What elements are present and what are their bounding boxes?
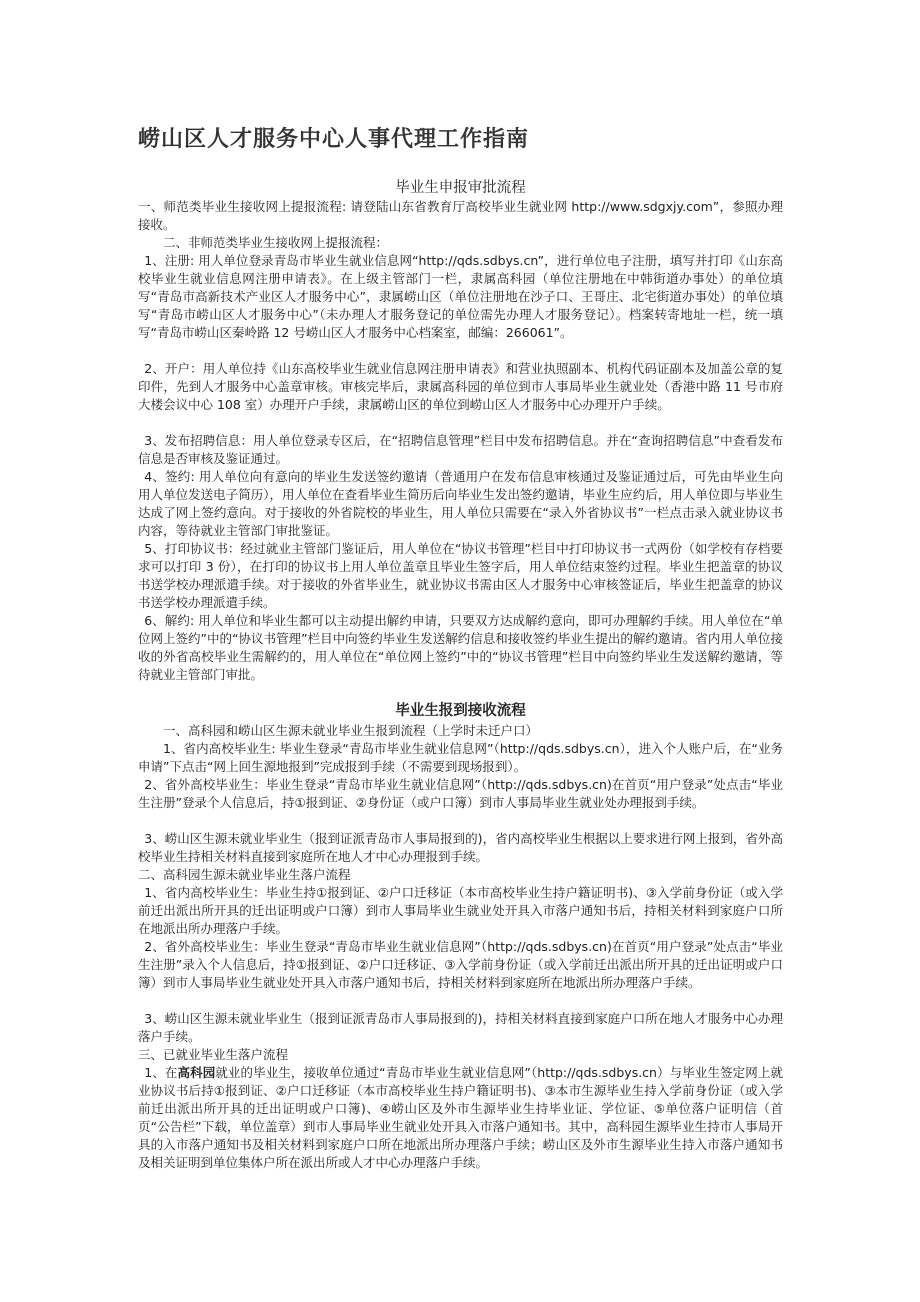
paragraph: 5、打印协议书：经过就业主管部门鉴证后，用人单位在“协议书管理”栏目中打印协议书一式两份（如学校有存档要求可以打印 3 份），在打印的协议书上用人单位盖章且毕业生签字后，用人单位结束签约过程。毕业生把盖章的协议书送学校办理派遣手续。对于接收的外省毕业生，就业协议书需由区人才服务中心审核签证后，毕业生把盖章的协议书送学校办理派遣手续。 (138, 541, 783, 610)
paragraph: 2、开户：用人单位持《山东高校毕业生就业信息网注册申请表》和营业执照副本、机构代码证副本及加盖公章的复印件，先到人才服务中心盖章审核。审核完毕后，隶属高科园的单位到市人事局毕业生就业处（香港中路 11 号市府大楼会议中心 108 室）办理开户手续，隶属崂山区的单位到崂山区人才服务中心办理开户手续。 (138, 361, 783, 412)
paragraph-text: 1、在 (144, 1065, 178, 1080)
paragraph: 三、已就业毕业生落户流程 (138, 1047, 289, 1062)
paragraph: 6、解约: 用人单位和毕业生都可以主动提出解约申请，只要双方达成解约意向，即可办理解约手续。用人单位在“单位网上签约”中的“协议书管理”栏目中向签约毕业生发送解约信息和接收签约毕业生提出的解约邀请。省内用人单位接收的外省高校毕业生需解约的，用人单位在“单位网上签约”中的“协议书管理”栏目中向签约毕业生发送解约邀请，等待就业主管部门审批。 (138, 613, 783, 682)
document-title: 崂山区人才服务中心人事代理工作指南 (138, 127, 530, 152)
paragraph: 2、省外高校毕业生：毕业生登录“青岛市毕业生就业信息网”（http://qds.sdbys.cn)在首页“用户登录”处点击“毕业生注册”录入个人信息后，持①报到证、②户口迁移证、③入学前身份证（或入学前迁出派出所开具的迁出证明或户口簿）到市人事局毕业生就业处开具入市落户通知书后，持相关材料到家庭所在地派出所办理落户手续。 (138, 939, 783, 990)
paragraph: 1、省内高校毕业生: 毕业生登录“青岛市毕业生就业信息网”（http://qds.sdbys.cn），进入个人账户后，在“业务申请”下点击“网上回生源地报到”完成报到手续（不需要到现场报到）。 (138, 741, 783, 774)
paragraph: 4、签约: 用人单位向有意向的毕业生发送签约邀请（普通用户在发布信息审核通过及鉴证通过后，可先由毕业生向用人单位发送电子简历），用人单位在查看毕业生简历后向毕业生发出签约邀请，毕业生应约后，用人单位即与毕业生达成了网上签约意向。对于接收的外省院校的毕业生，用人单位只需要在“录入外省协议书”一栏点击录入就业协议书内容，等待就业主管部门审批鉴证。 (138, 469, 783, 538)
paragraph-text: 就业的毕业生，接收单位通过“青岛市毕业生就业信息网”（http://qds.sdbys.cn）与毕业生签定网上就业协议书后持①报到证、②户口迁移证（本市高校毕业生持户籍证明书)、③本市生源毕业生持入学前身份证（或入学前迁出派出所开具的迁出证明或户口簿)、④崂山区及外市生源毕业生持毕业证、学位证、⑤单位落户证明信（首页“公告栏”下载，单位盖章）到市人事局毕业生就业处开具入市落户通知书。其中，高科园生源毕业生持市人事局开具的入市落户通知书及相关材料到家庭户口所在地派出所办理落户手续；崂山区及外市生源毕业生持入市落户通知书及相关证明到单位集体户所在派出所或人才中心办理落户手续。 (138, 1065, 783, 1170)
paragraph: 3、崂山区生源未就业毕业生（报到证派青岛市人事局报到的)，省内高校毕业生根据以上要求进行网上报到，省外高校毕业生持相关材料直接到家庭所在地人才中心办理报到手续。 (138, 831, 783, 864)
paragraph: 2、省外高校毕业生：毕业生登录“青岛市毕业生就业信息网”（http://qds.sdbys.cn)在首页“用户登录”处点击“毕业生注册”登录个人信息后，持①报到证、②身份证（或户口簿）到市人事局毕业生就业处办理报到手续。 (138, 777, 783, 810)
paragraph: 1、注册: 用人单位登录青岛市毕业生就业信息网“http://qds.sdbys.cn”，进行单位电子注册，填写并打印《山东高校毕业生就业信息网注册申请表》。在上级主管部门一栏，隶属高科园（单位注册地在中韩街道办事处）的单位填写“青岛市高新技术产业区人才服务中心”，隶属崂山区（单位注册地在沙子口、王哥庄、北宅街道办事处）的单位填写“青岛市崂山区人才服务中心”（未办理人才服务登记的单位需先办理人才服务登记）。档案转寄地址一栏，统一填写“青岛市崂山区秦岭路 12 号崂山区人才服务中心档案室，邮编：266061”。 (138, 253, 783, 340)
section-heading-approval: 毕业生申报审批流程 (395, 180, 526, 196)
paragraph: 一、师范类毕业生接收网上提报流程: 请登陆山东省教育厅高校毕业生就业网 http://www.sdgxjy.com”，参照办理接收。 (138, 199, 783, 232)
paragraph: 3、发布招聘信息：用人单位登录专区后，在“招聘信息管理”栏目中发布招聘信息。并在“查询招聘信息”中查看发布信息是否审核及鉴证通过。 (138, 433, 783, 466)
paragraph-bold-text: 高科园 (177, 1065, 216, 1080)
paragraph: 一、高科园和崂山区生源未就业毕业生报到流程（上学时未迁户口） (163, 723, 539, 738)
paragraph: 二、高科园生源未就业毕业生落户流程 (138, 867, 351, 882)
paragraph (138, 1064, 783, 1171)
paragraph: 1、省内高校毕业生：毕业生持①报到证、②户口迁移证（本市高校毕业生持户籍证明书)、③入学前身份证（或入学前迁出派出所开具的迁出证明或户口簿）到市人事局毕业生就业处开具入市落户通知书后，持相关材料到家庭户口所在地派出所办理落户手续。 (138, 885, 783, 936)
paragraph: 二、非师范类毕业生接收网上提报流程： (163, 235, 389, 250)
paragraph: 3、崂山区生源未就业毕业生（报到证派青岛市人事局报到的)，持相关材料直接到家庭户口所在地人才服务中心办理落户手续。 (138, 1011, 783, 1044)
section-heading-registration: 毕业生报到接收流程 (395, 703, 526, 719)
